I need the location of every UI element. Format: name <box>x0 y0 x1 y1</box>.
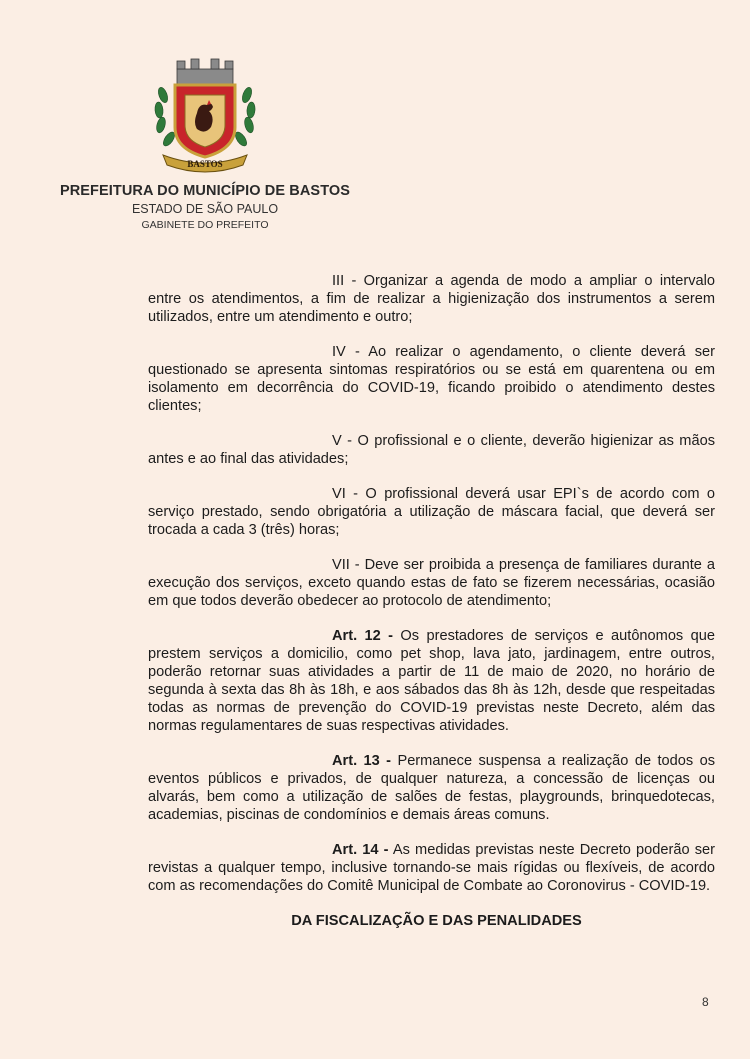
clause-text: profissional e o cliente, deverão higienizar as mãos antes e ao final das atividades; <box>148 433 715 467</box>
clause-ref: IV - Ao <box>332 344 387 360</box>
clause-iv <box>148 343 715 415</box>
article-text: As medidas previstas neste Decreto poderão ser revistas a qualquer tempo, inclusive tornando-se mais rígidas ou flexíveis, de acordo com as recomendações do Comitê Municipal de Combate ao Coronovirus - COVID-19. <box>148 842 715 894</box>
clause-text: a agenda de modo a ampliar o intervalo entre os atendimentos, a fim de realizar a higienização dos instrumentos a serem utilizados, entre um atendimento e outro; <box>148 273 715 325</box>
article-14 <box>148 841 715 895</box>
article-12 <box>148 627 715 735</box>
clause-text: profissional deverá usar EPI`s de acordo com o serviço prestado, sendo obrigatória a utilização de máscara facial, que deverá ser trocada a cada 3 (três) horas; <box>148 486 715 538</box>
clause-ref: VI - O <box>332 486 377 502</box>
clause-text: ser proibida a presença de familiares durante a execução dos serviços, exceto quando estas de fato se fizerem necessárias, ocasião em que todos deverão obedecer ao protocolo de atendimento; <box>148 557 715 609</box>
state-name: ESTADO DE SÃO PAULO <box>131 202 279 216</box>
article-text: Permanece suspensa a realização de todos os eventos públicos e privados, de qualquer natureza, a concessão de licenças ou alvarás, bem como a utilização de salões de festas, playgrounds, brinquedotecas, academias, piscinas de condomínios e demais áreas comuns. <box>148 753 715 823</box>
decree-body <box>148 272 715 930</box>
crest-motto: BASTOS <box>187 159 223 169</box>
clause-text: realizar o agendamento, o cliente deverá ser questionado se apresenta sintomas respiratórios ou se está em quarentena ou em isolamento em decorrência do COVID-19, ficando proibido o atendimento destes clientes; <box>148 344 716 414</box>
clause-ref: VII - Deve <box>332 557 399 573</box>
clause-iii <box>148 272 715 326</box>
page-number: 8 <box>702 995 709 1009</box>
article-13 <box>148 752 715 824</box>
section-heading: DA FISCALIZAÇÃO E DAS PENALIDADES <box>291 913 582 929</box>
clause-ref: V - O <box>332 433 369 449</box>
clause-vi <box>148 485 715 539</box>
clause-vii <box>148 556 715 610</box>
letterhead <box>40 55 370 231</box>
organization-name: PREFEITURA DO MUNICÍPIO DE BASTOS <box>59 183 351 199</box>
article-ref: Art. 13 - <box>332 753 392 769</box>
article-ref: Art. 14 - <box>332 842 389 858</box>
clause-ref: III - Organizar <box>332 273 428 289</box>
article-text: Os prestadores de serviços e autônomos que prestem serviços a domicilio, como pet shop, lava jato, jardinagem, entre outros, poderão retornar suas atividades a partir de 11 de maio de 2020, no horário de segunda à sexta das 8h às 18h, e aos sábados das 8h às 12h, desde que respeitadas todas as normas de prevenção do COVID-19 previstas neste Decreto, além das normas regulamentares de suas respectivas atividades. <box>148 628 715 734</box>
clause-v <box>148 432 715 468</box>
article-ref: Art. 12 - <box>332 628 394 644</box>
municipal-coat-of-arms <box>149 55 261 175</box>
office-name: GABINETE DO PREFEITO <box>141 219 269 231</box>
